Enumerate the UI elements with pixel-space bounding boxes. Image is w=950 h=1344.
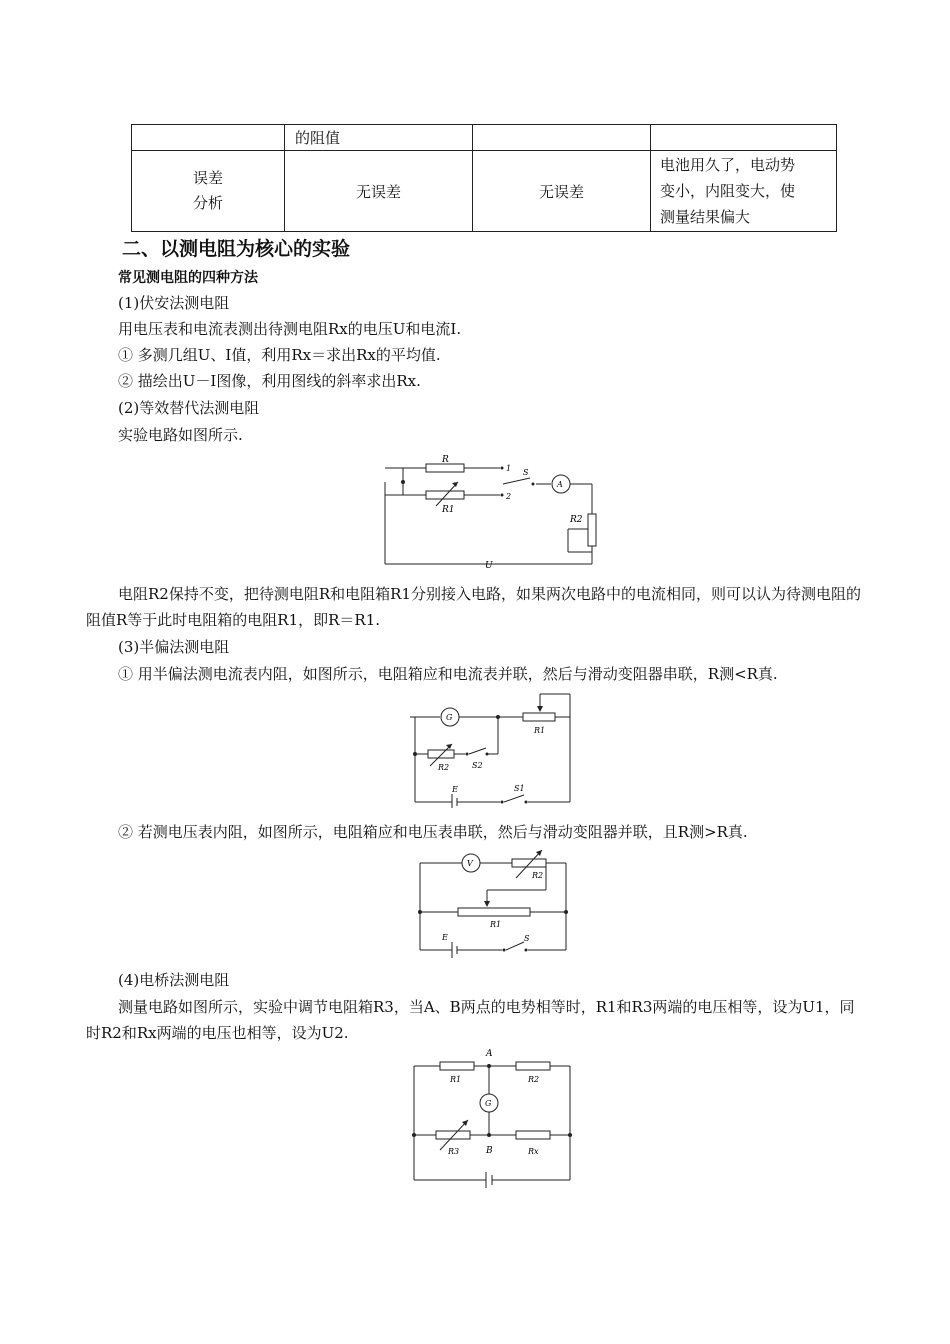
subheading: 常见测电阻的四种方法 (118, 270, 258, 286)
cell-text: 误差 (192, 169, 223, 187)
rx-label: Rx (528, 1147, 539, 1156)
r1-label: R1 (490, 920, 502, 929)
cell-text: 测量结果偏大 (660, 208, 751, 226)
s-label: S (524, 934, 530, 943)
method-title: (1)伏安法测电阻 (118, 294, 230, 312)
table-cell: 无误差 (285, 151, 473, 232)
paragraph: 测量电路如图所示，实验中调节电阻箱R3，当A、B两点的电势相等时，R1和R3两端的电压相等，设为U1，同时R2和Rx两端的电压也相等，设为U2. (86, 998, 855, 1042)
pos1-label: 1 (506, 464, 512, 473)
table-cell: 的阻值 (285, 125, 473, 151)
r2-label: R2 (570, 515, 583, 525)
list-item: ② 描绘出U－I图像，利用图线的斜率求出Rx. (118, 372, 421, 390)
table-row (132, 151, 837, 232)
method-title: (2)等效替代法测电阻 (118, 399, 260, 417)
e-label: E (442, 933, 448, 942)
voltmeter-icon: V (467, 859, 473, 868)
r1-label: R1 (442, 505, 455, 515)
table-cell (651, 151, 837, 232)
substitution-circuit-diagram (378, 452, 603, 574)
cell-text: 电池用久了，电动势 (660, 156, 796, 174)
half-deflection-ammeter-diagram (410, 690, 575, 808)
s1-label: S1 (514, 784, 525, 793)
table-row (132, 125, 837, 151)
method-title: (3)半偏法测电阻 (118, 638, 230, 656)
ammeter-icon: A (557, 480, 563, 489)
table-cell (132, 151, 285, 232)
list-item: ② 若测电压表内阻，如图所示，电阻箱应和电压表串联，然后与滑动变阻器并联，且R测>R真. (118, 823, 748, 841)
half-deflection-voltmeter-diagram (412, 850, 572, 958)
galvanometer-icon: G (485, 1099, 492, 1108)
b-label: B (486, 1146, 493, 1156)
r2-label: R2 (528, 1075, 540, 1084)
e-label: E (452, 785, 458, 794)
s-label: S (523, 468, 529, 477)
cell-text: 变小，内阻变大，使 (660, 182, 796, 200)
a-label: A (486, 1049, 493, 1059)
r-label: R (442, 455, 449, 465)
table-cell (651, 125, 837, 151)
method-title: (4)电桥法测电阻 (118, 971, 230, 989)
r2-label: R2 (438, 763, 450, 772)
r2-label: R2 (532, 871, 544, 880)
table-cell: 无误差 (473, 151, 651, 232)
comparison-table (131, 124, 837, 232)
r1-label: R1 (534, 726, 546, 735)
u-label: U (485, 561, 493, 571)
list-item: ① 多测几组U、I值，利用Rx＝求出Rx的平均值. (118, 346, 441, 364)
r1-label: R1 (450, 1075, 462, 1084)
cell-text: 分析 (192, 194, 223, 212)
section-heading: 二、以测电阻为核心的实验 (122, 238, 351, 260)
s2-label: S2 (472, 761, 483, 770)
bridge-circuit-diagram (408, 1044, 576, 1190)
table-cell (473, 125, 651, 151)
galvanometer-icon: G (446, 713, 453, 722)
list-item: ① 用半偏法测电流表内阻，如图所示，电阻箱应和电流表并联，然后与滑动变阻器串联，R测<R真. (118, 665, 778, 683)
paragraph: 用电压表和电流表测出待测电阻Rx的电压U和电流I. (118, 320, 462, 338)
table-cell (132, 125, 285, 151)
pos2-label: 2 (506, 492, 512, 501)
paragraph: 电阻R2保持不变，把待测电阻R和电阻箱R1分别接入电路，如果两次电路中的电流相同，则可以认为待测电阻的阻值R等于此时电阻箱的电阻R1，即R＝R1. (86, 585, 861, 629)
paragraph: 实验电路如图所示. (118, 426, 243, 444)
r3-label: R3 (448, 1147, 460, 1156)
